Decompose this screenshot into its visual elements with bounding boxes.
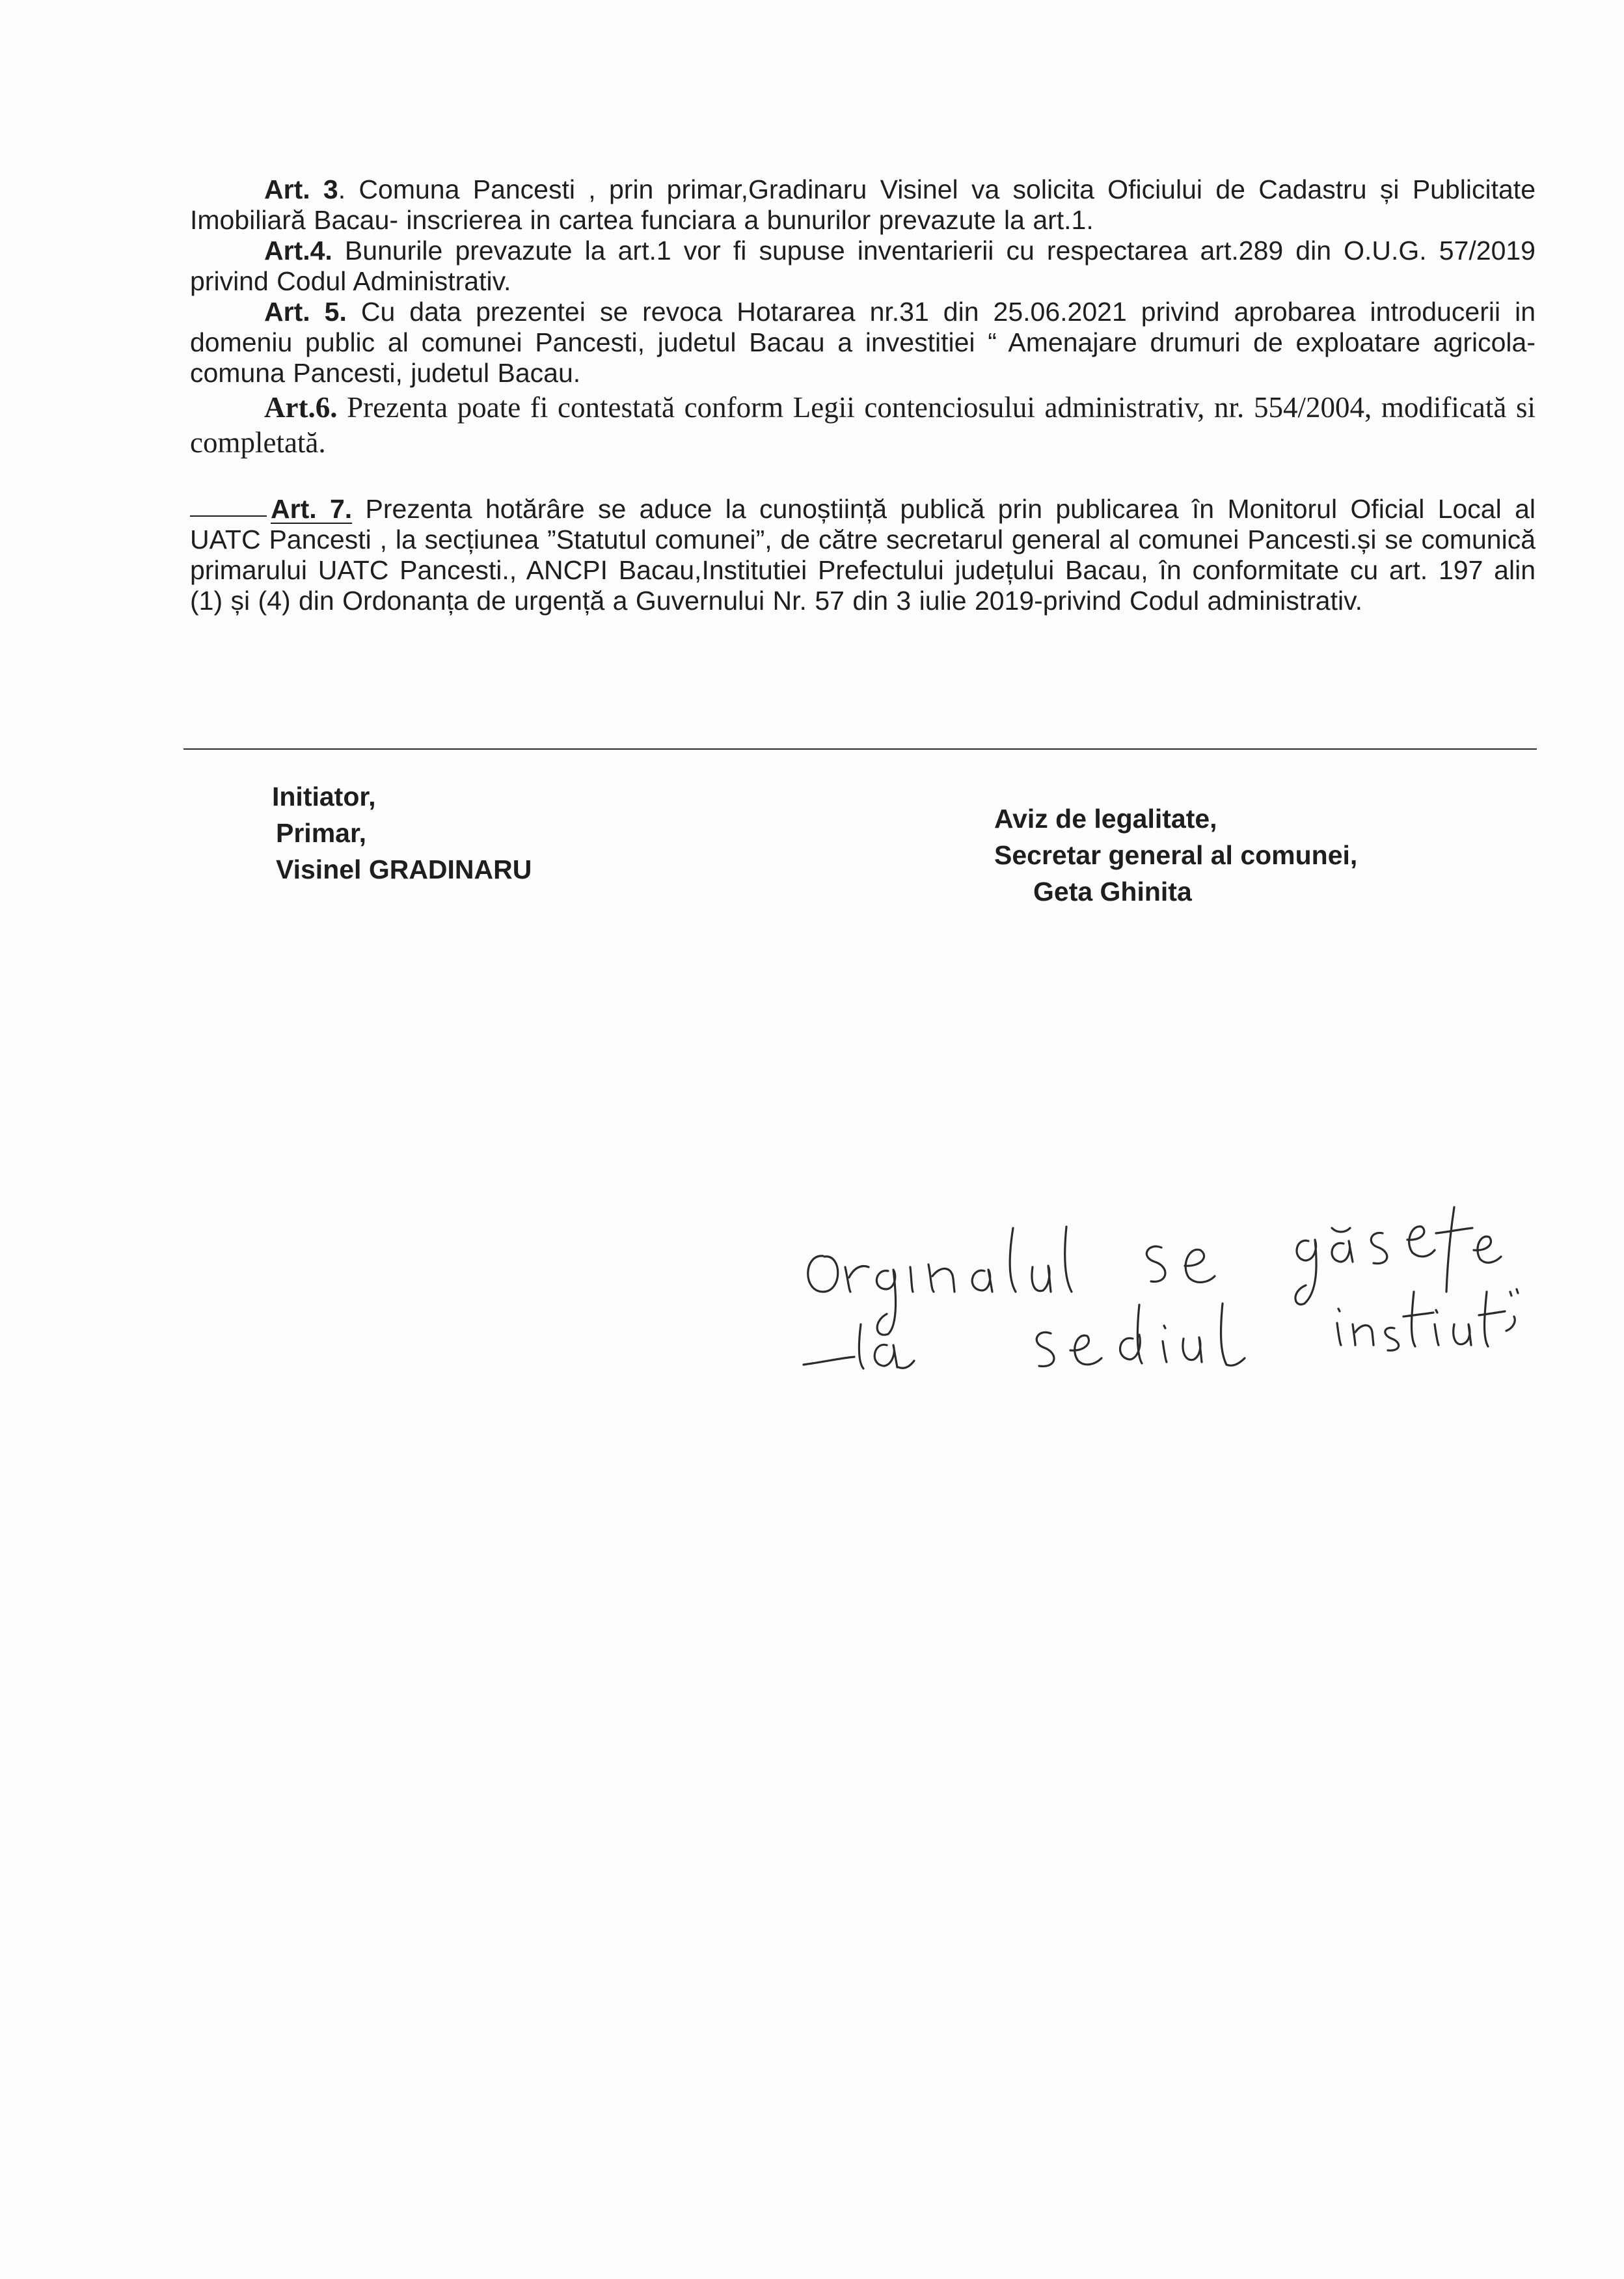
article-3-label: Art. 3 (264, 174, 338, 204)
article-3-text: . Comuna Pancesti , prin primar,Gradinaru Visinel va solicita Oficiului de Cadastru și Publicitate Imobiliară Bacau- inscrierea in cartea funciara a bunurilor prevazute la art.1. (190, 174, 1536, 235)
article-5-label: Art. 5. (264, 297, 347, 327)
handwritten-note-ink (778, 1194, 1519, 1396)
legality-name: Geta Ghinita (1033, 877, 1192, 907)
legality-signature-block (994, 800, 1357, 910)
initiator-title: Initiator, (272, 782, 376, 812)
article-5 (190, 297, 1536, 389)
article-6 (190, 390, 1536, 460)
article-4 (190, 236, 1536, 297)
article-6-text: Prezenta poate fi contestată conform Legii contenciosului administrativ, nr. 554/2004, modificată si completată. (190, 391, 1536, 459)
handwritten-note (778, 1194, 1519, 1396)
articles-section (190, 174, 1536, 616)
article-7-text: Prezenta hotărâre se aduce la cunoștiință publică prin publicarea în Monitorul Oficial Local al UATC Pancesti , la secțiunea ”Statutul comunei”, de către secretarul general al comunei Pancesti.și se comunică primarului UATC Pancesti., ANCPI Bacau,Institutiei Prefectului județului Bacau, în conformitate cu art. 197 alin (1) și (4) din Ordonanța de urgență a Guvernului Nr. 57 din 3 iulie 2019-privind Codul administrativ. (190, 494, 1536, 616)
initiator-name: Visinel GRADINARU (276, 854, 532, 884)
article-3 (190, 174, 1536, 236)
initiator-signature-block (272, 778, 532, 888)
legality-role: Secretar general al comunei, (994, 840, 1358, 870)
article-4-text: Bunurile prevazute la art.1 vor fi supuse inventarierii cu respectarea art.289 din O.U.G. 57/2019 privind Codul Administrativ. (190, 236, 1536, 296)
article-7-lead-line (190, 515, 267, 517)
legality-title: Aviz de legalitate, (994, 804, 1217, 834)
initiator-role: Primar, (276, 818, 367, 848)
article-4-label: Art.4. (264, 236, 332, 266)
article-7-label: Art. 7. (271, 494, 353, 524)
article-5-text: Cu data prezentei se revoca Hotararea nr.31 din 25.06.2021 privind aprobarea introducerii in domeniu public al comunei Pancesti, judetul Bacau a investitiei “ Amenajare drumuri de exploatare agricola- comuna Pancesti, judetul Bacau. (190, 297, 1536, 388)
separator-line (183, 748, 1537, 750)
article-6-label: Art.6. (264, 391, 338, 424)
article-7 (190, 494, 1536, 616)
